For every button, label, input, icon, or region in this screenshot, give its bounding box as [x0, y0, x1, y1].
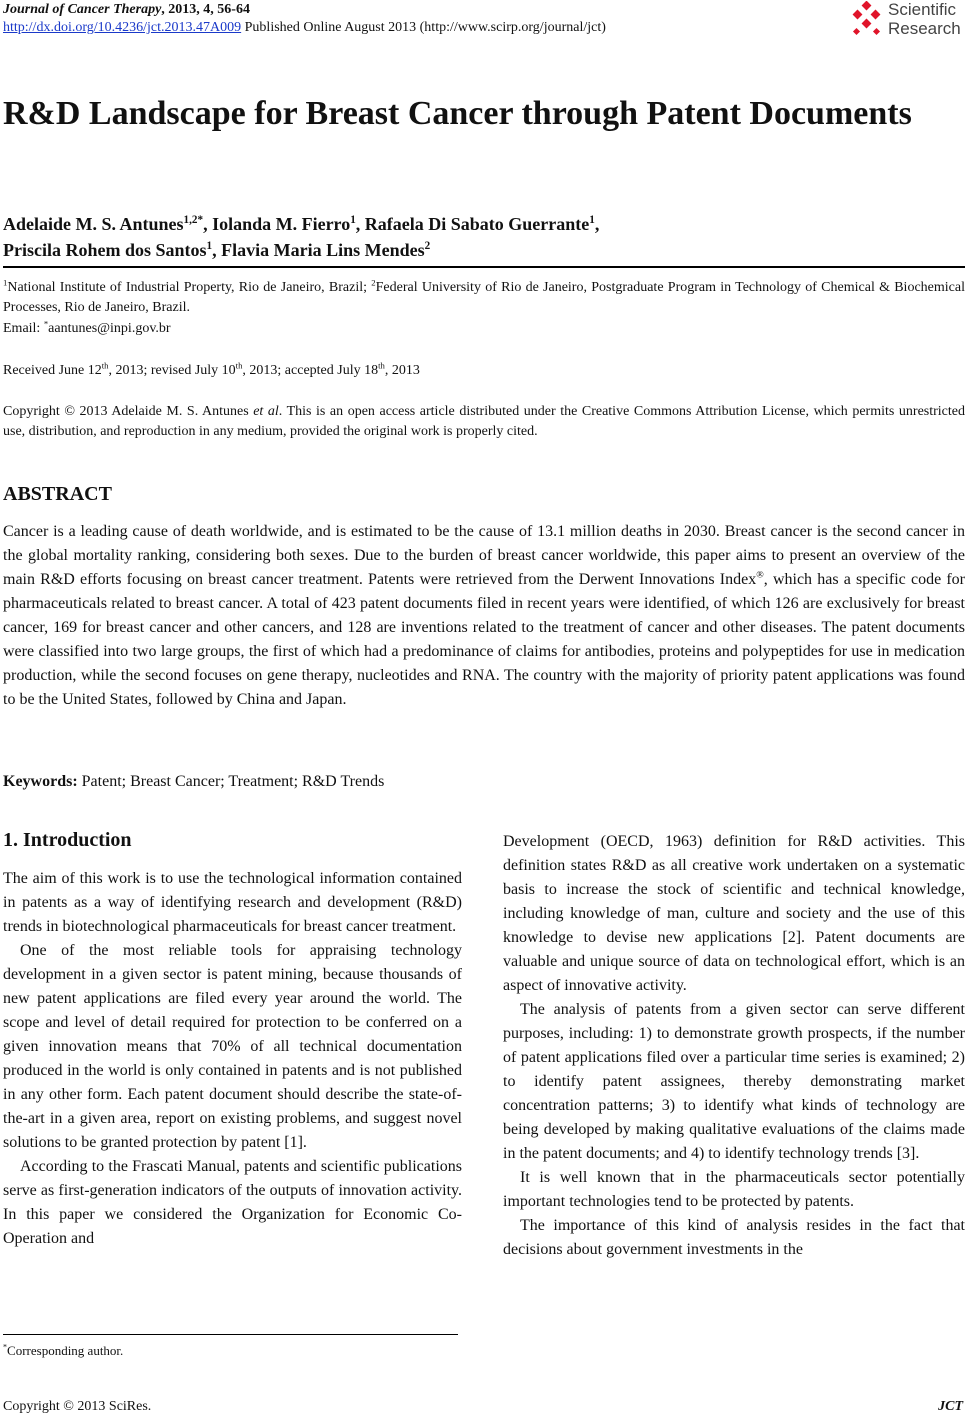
keywords: Keywords: Patent; Breast Cancer; Treatment; R&D Trends — [3, 773, 385, 790]
affiliations: $^1$National Institute of Industrial Property, Rio de Janeiro, Brazil; $^2$Federal University of Rio de Janeiro, Postgraduate Program in Technology of Chemical & Biochemical Processes, Rio de Janeiro, Brazil. — [3, 277, 965, 315]
footer-copyright: Copyright © 2013 SciRes. — [3, 1399, 152, 1414]
journal-volume: , 2013, 4, 56-64 — [161, 2, 250, 17]
paragraph: The importance of this kind of analysis resides in the fact that decisions about government investments in the — [503, 1217, 965, 1258]
abstract-body: Cancer is a leading cause of death worldwide, and is estimated to be the cause of 13.1 million deaths in 2030. Breast cancer is the second cancer in the global mortality ranking, considering both sexes. Due to the burden of breast cancer worldwide, this paper aims to present an overview of the main R&D efforts focusing on breast cancer treatment. Patents were retrieved from the Derwent Innovations Index®, which has a specific code for pharmaceuticals related to breast cancer. A total of 423 patent documents filed in recent years were identified, of which 126 are exclusively for breast cancer, 169 for breast cancer and other cancers, and 128 are inventions related to the treatment of cancer and other diseases. The patent documents were classified into two large groups, the first of which had a predominance of claims for antibodies, proteins and polypeptides for use in medication production, while the second focuses on gene therapy, nucleotides and RNA. The country with the majority of priority patent applications was found to be the United States, followed by China and Japan. — [3, 523, 966, 708]
paragraph: According to the Frascati Manual, patents and scientific publications serve as first-generation indicators of the outputs of innovation activity. In this paper we considered the Organization for Economic Co-Operation and — [3, 1158, 462, 1247]
section-heading-introduction: 1. Introduction — [3, 829, 132, 851]
right-column — [503, 830, 965, 1262]
left-column — [3, 867, 462, 1251]
paper-title: R&D Landscape for Breast Cancer through Patent Documents — [3, 95, 912, 132]
doi-line — [3, 20, 606, 36]
footer-journal-abbrev: JCT — [938, 1399, 963, 1414]
published-note: Published Online August 2013 (http://www.scirp.org/journal/jct) — [241, 20, 606, 35]
copyright-notice: Copyright © 2013 Adelaide M. S. Antunes et al. This is an open access article distributed under the Creative Commons Attribution License, which permits unrestricted use, distribution, and reproduction in any medium, provided the original work is properly cited. — [3, 404, 965, 439]
author-list: Adelaide M. S. Antunes$^{1,2*}$, Iolanda M. Fierro$^1$, Rafaela Di Sabato Guerrante$^1$, Priscila Rohem dos Santos$^1$, Flavia Maria Lins Mendes$^2$ — [3, 214, 600, 260]
email-address[interactable]: aantunes@inpi.gov.br — [48, 321, 171, 336]
journal-header — [3, 2, 250, 18]
paragraph: Development (OECD, 1963) definition for R&D activities. This definition states R&D as all creative work undertaken on a systematic basis to increase the stock of scientific and technical knowledge, including knowledge of man, culture and society and the use of this knowledge to devise new applications [2]. Patent documents are valuable and unique source of data on technological effort, which is an aspect of innovative activity. — [503, 833, 965, 994]
keywords-label: Keywords: — [3, 773, 78, 790]
paragraph: The analysis of patents from a given sector can serve different purposes, including: 1) to demonstrate growth prospects, if the number of patent applications filed over a particular time series is examined; 2) to identify patent assignees, thereby demonstrating market concentration patterns; 3) to identify what kinds of technology are being developed by making qualitative evaluations of the claims made in the patent documents; and 4) to identify technology trends [3]. — [503, 1001, 965, 1162]
abstract-heading: ABSTRACT — [3, 483, 112, 505]
journal-name: Journal of Cancer Therapy — [3, 2, 162, 17]
paragraph: The aim of this work is to use the technological information contained in patents as a way of identifying research and development (R&D) trends in biotechnological pharmaceuticals for breast cancer treatment. — [3, 870, 462, 935]
paragraph: It is well known that in the pharmaceuticals sector potentially important technologies tend to be protected by patents. — [503, 1169, 965, 1210]
title-divider — [3, 266, 965, 268]
publisher-logo — [850, 0, 967, 42]
paragraph: One of the most reliable tools for appraising technology development in a given sector is patent mining, because thousands of new patent applications are filed every year around the world. The scope and level of detail required for protection to be conferred on a given innovation means that 70% of all technical documentation produced in the world is only contained in patents and is not published in any other form. Each patent document should describe the state-of-the-art in a given area, report on existing problems, and suggest novel solutions to be granted protection by patent [1]. — [3, 942, 462, 1151]
doi-link[interactable]: http://dx.doi.org/10.4236/jct.2013.47A009 — [3, 20, 242, 35]
received-dates: Received June 12th, 2013; revised July 10th, 2013; accepted July 18th, 2013 — [3, 360, 420, 378]
footnote: *Corresponding author. — [3, 1342, 124, 1358]
logo-text: Scientific Research — [888, 0, 961, 38]
logo-mark-icon — [850, 1, 886, 41]
footnote-divider — [3, 1334, 458, 1335]
email-line: Email: *aantunes@inpi.gov.br — [3, 318, 171, 336]
